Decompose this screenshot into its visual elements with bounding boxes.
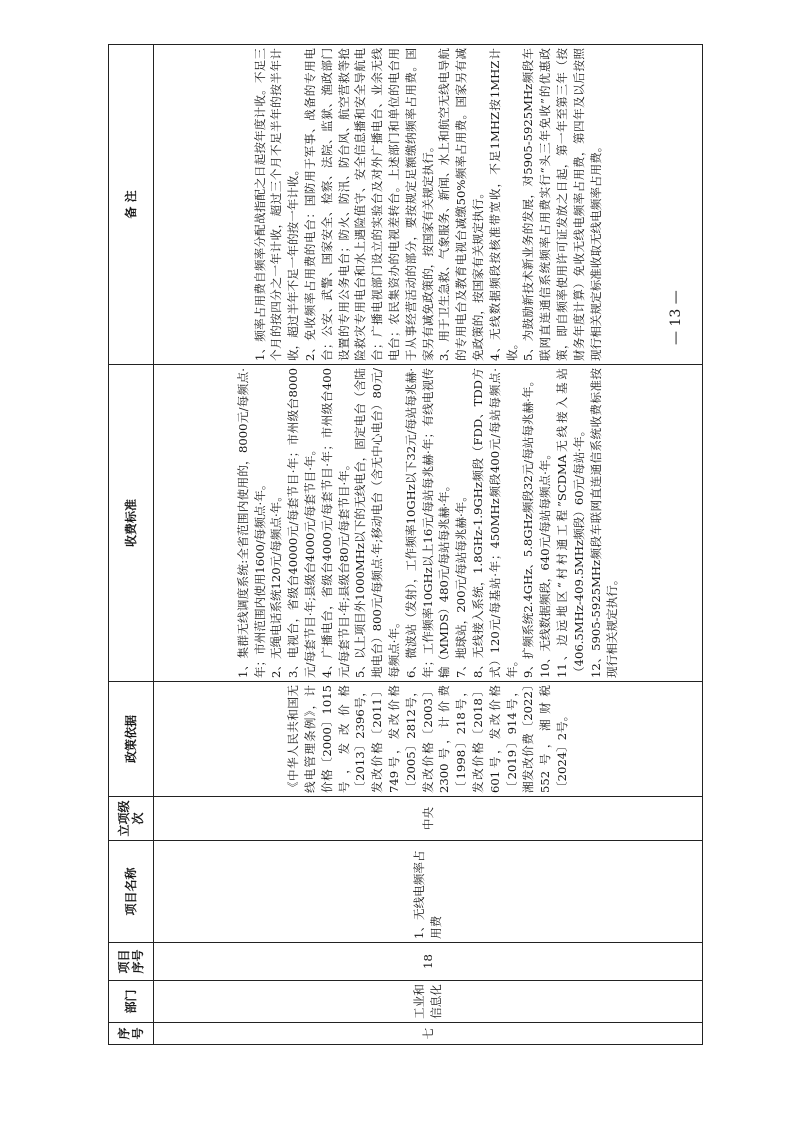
cell-dept: 工业和信息化 bbox=[154, 981, 703, 1023]
standard-item: 5、以上项目外1000MHz以下的无线电台，固定电台（含陆地电台）800元/每频点·年;移动电台（含无中心电台）80元/每频点·年。 bbox=[353, 368, 401, 678]
standard-item: 6、微波站（发射），工作频率10GHz以下32元/每站每兆赫·年；工作频率10GHz以上16元/每站每兆赫·年；有线电视传输（MMDS）480元/每站每兆赫·年。 bbox=[403, 368, 452, 678]
rotated-page bbox=[108, 45, 703, 1045]
header-row bbox=[109, 45, 154, 1045]
header-item-no: 项目序号 bbox=[109, 943, 154, 981]
cell-item-no: 18 bbox=[154, 943, 703, 981]
standard-item: 8、无线接入系统，1.8GHz-1.9GHz频段（FDD、TDD方式）120元/每基站·年；450MHz频段400元/每站每频点·年。 bbox=[470, 368, 519, 678]
note-item: 5、为鼓励新技术新业务的发展，对5905-5925MHz频段车联网直连通信系统频率占用费实行“头三年免收”的优惠政策，即自频率使用许可证发放之日起，第一年至第三年（按财务年度计算）免收无线电频率占用费，第四年及以后按照现行相关规定标准收取无线电频率占用费。 bbox=[521, 48, 603, 361]
standard-item: 2、无绳电话系统120元/每频点·年。 bbox=[269, 490, 284, 678]
table-row bbox=[154, 45, 703, 1045]
note-item: 1、频率占用费自频率分配战指配之日起按年度计收。不足三个月的按四分之一年计收，超过三个月不足半年的按半年计收，超过半年不足一年的按一年计收。 bbox=[252, 48, 301, 361]
note-item: 4、无线数据频段按核准带宽收，不足1MHZ按1MHZ计收。 bbox=[487, 48, 519, 361]
standard-item: 12、5905-5925MHz频段车联网直连通信系统收费标准按现行相关规定执行。 bbox=[588, 368, 620, 678]
header-item-name: 项目名称 bbox=[109, 841, 154, 943]
header-level: 立项级次 bbox=[109, 797, 154, 841]
standard-item: 11、边远地区“村村通工程”SCDMA无线接入基站（406.5MHz-409.5MHz频段）60元/每站·年。 bbox=[554, 368, 586, 678]
standard-item: 1、集群无线调度系统:全省范围内使用的，8000元/每频点·年；市州范围内使用1600/每频点·年。 bbox=[235, 368, 267, 678]
standard-item: 4、广播电台，省级台4000元/每套节目·年；市州级台400元/每套节目·年;县级台80元/每套节目·年。 bbox=[319, 368, 351, 678]
note-item: 2、免收频率占用费的电台：国防用于军事、战备的专用电台；公安、武警、国家安全、检察、法院、监狱、渔政部门设置的专用公务电台；防火、防汛、防台风、航空营救等抢险救灾专用电台和水上遇险值守、安全信息播和安全导航电台；广播电视部门设立的实验台及对外广播电台、业余无线电台；农民集资办的电视差转台。上述部门和单位的电台用于从事经营活动的部分，要按规定足额缴纳频率占用费。国家另有减免政策的，按国家有关规定执行。 bbox=[303, 48, 435, 361]
header-dept: 部门 bbox=[109, 981, 154, 1023]
header-basis: 政策依据 bbox=[109, 682, 154, 797]
cell-basis: 《中华人民共和国无线电管理条例》，计价格〔2000〕1015号，发改价格〔2013〕2396号，发改价格〔2011〕749号，发改价格〔2005〕2812号，发改价格〔2003〕2300号，计价费〔1998〕218号，发改价格〔2018〕601号，发改价格〔2019〕914号，湘发改价费〔2022〕552号，湘财税〔2024〕2号。 bbox=[154, 682, 703, 797]
cell-level: 中央 bbox=[154, 797, 703, 841]
standard-item: 9、扩频系统2.4GHz、5.8GHz频段32元/每站每兆赫·年。 bbox=[521, 374, 536, 678]
page-number: — 13 — bbox=[668, 290, 684, 345]
cell-standard bbox=[154, 365, 703, 682]
standard-item: 3、电视台，省级台40000元/每套节目·年；市州级台8000元/每套节目·年;县级台4000元/每套节目·年。 bbox=[286, 368, 318, 678]
note-item: 3、用于卫生急救、气象服务、新闻、水上和航空无线电导航的专用电台及教育电视台减缴50%频率占用费。国家另有减免政策的，按国家有关规定执行。 bbox=[437, 48, 485, 361]
cell-note bbox=[154, 45, 703, 365]
cell-seq: 七 bbox=[154, 1023, 703, 1045]
cell-item-name: 1、无线电频率占用费 bbox=[154, 841, 703, 943]
fee-table bbox=[108, 44, 703, 1045]
standard-item: 7、地球站，200元/每站每兆赫·年。 bbox=[454, 490, 469, 678]
header-standard: 收费标准 bbox=[109, 365, 154, 682]
header-note: 备 注 bbox=[109, 45, 154, 365]
header-seq: 序号 bbox=[109, 1023, 154, 1045]
standard-item: 10、无线数据频段，640元/每站每频点·年。 bbox=[538, 448, 553, 678]
